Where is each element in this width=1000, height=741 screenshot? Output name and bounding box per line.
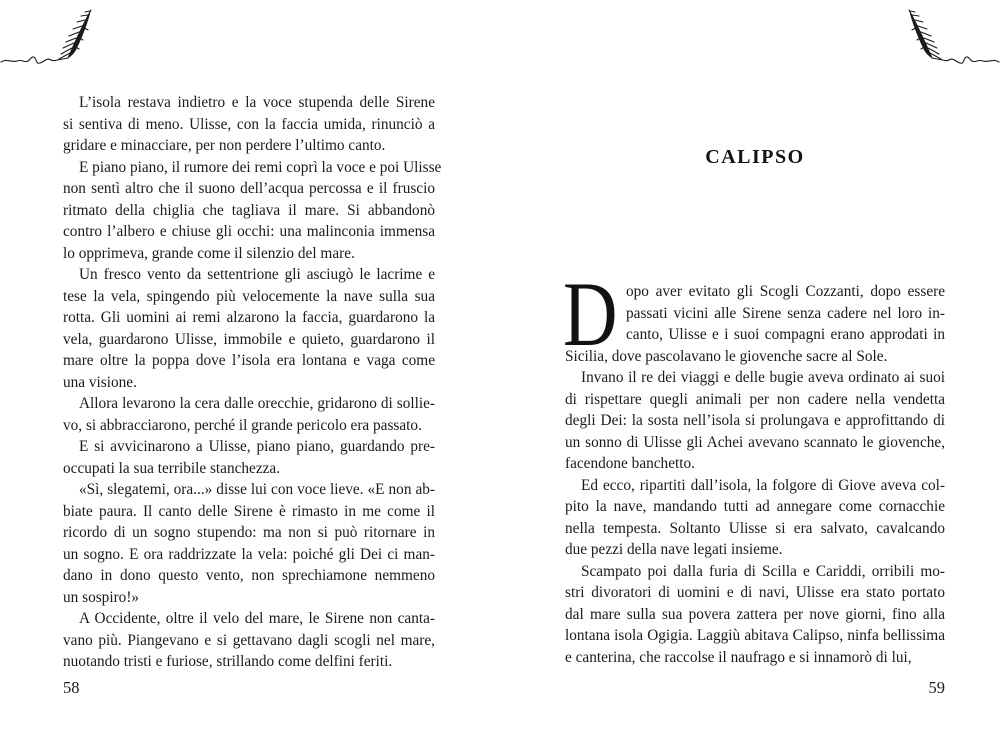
text-line: tese la vela, spingendo più velocemente la nave sulla sua — [63, 287, 435, 305]
text-line: contro l’albero e chiuse gli occhi: una malinconia immensa — [63, 223, 435, 240]
text-line: Un fresco vento da settentrione gli asciugò le lacrime e — [79, 266, 435, 283]
text-line: canto, Ulisse e i suoi compagni erano approdati in — [626, 326, 945, 343]
text-line: degli Dei: la sosta nell’isola si prolungava e approfittando di — [565, 412, 945, 429]
text-line: mare oltre la poppa dove l’isola era lontana e vaga come — [63, 352, 435, 369]
left-page-text — [63, 92, 442, 673]
paragraph — [63, 92, 435, 157]
paragraph — [565, 475, 945, 561]
text-line: ricordo di un sogno stupendo: ma non si può ritornare in — [63, 524, 435, 541]
text-line: ritmato della chiglia che tagliava il mare. Si abbandonò — [63, 201, 435, 219]
text-line: «Sì, slegatemi, ora...» disse lui con voce lieve. «E non ab- — [79, 481, 435, 498]
text-line: una visione. — [63, 373, 137, 391]
text-line: facendone banchetto. — [565, 455, 695, 472]
text-line: Sicilia, dove pascolavano le giovenche sacre al Sole. — [565, 347, 888, 365]
chapter-title: CALIPSO — [705, 146, 805, 168]
left-page-number: 58 — [63, 678, 80, 697]
paragraph — [63, 608, 435, 673]
text-line: occupati la sua terribile stanchezza. — [63, 459, 281, 477]
text-line: lo opprimeva, grande come il silenzio del mare. — [63, 244, 355, 262]
text-line: pito la nave, mandando tutti ad annegare come cornacchie — [565, 498, 945, 515]
paragraph — [63, 436, 435, 479]
text-line: vano più. Piangevano e si gettavano dagli scogli nel mare, — [63, 631, 435, 649]
text-line: Scampato poi dalla furia di Scilla e Cariddi, orribili mo- — [581, 562, 945, 580]
text-line: un sogno. E ora raddrizzate la vela: poiché gli Dei ci man- — [63, 545, 435, 563]
paragraph — [63, 264, 435, 393]
text-line: Allora levarono la cera dalle orecchie, gridarono di sollie- — [79, 395, 435, 412]
text-line: A Occidente, oltre il velo del mare, le Sirene non canta- — [79, 610, 435, 627]
paragraph — [63, 393, 435, 436]
text-line: E piano piano, il rumore dei remi coprì la voce e poi Ulisse — [79, 158, 442, 176]
text-line: due pezzi della nave legati insieme. — [565, 541, 783, 558]
text-line: biate paura. Il canto delle Sirene è rimasto in me come il — [63, 502, 435, 520]
text-line: dano in dono questo vento, non sprechiamone nemmeno — [63, 567, 435, 584]
text-line: nella tempesta. Soltanto Ulisse si era salvato, cavalcando — [565, 519, 945, 537]
text-line: di rispettare quegli animali per non cadere nella vendetta — [565, 390, 945, 408]
text-line: rotta. Gli uomini ai remi alzarono la faccia, guardarono la — [63, 309, 435, 326]
paragraph — [565, 367, 945, 475]
text-line: passati vicini alle Sirene senza cadere nel loro in- — [626, 304, 945, 322]
quill-feather-icon — [0, 4, 110, 70]
text-line: gridare e minacciare, per non perdere l’ultimo canto. — [63, 137, 386, 154]
text-line: Invano il re dei viaggi e delle bugie aveva ordinato ai suoi — [581, 369, 945, 386]
text-line: dal mare sulla sua povera zattera per nove giorni, fino alla — [565, 605, 945, 623]
right-page — [565, 0, 945, 741]
text-line: un sospiro!» — [63, 588, 140, 606]
paragraph — [63, 157, 442, 265]
text-line: E si avvicinarono a Ulisse, piano piano, guardando pre- — [79, 438, 435, 455]
text-line: un sonno di Ulisse gli Achei avevano scannato le giovenche, — [565, 433, 945, 451]
paragraph — [565, 561, 945, 669]
text-line: nuotando tristi e furiose, strillando come delfini feriti. — [63, 653, 393, 670]
text-line: lontana isola Ogigia. Laggiù abitava Calipso, ninfa bellissima — [565, 627, 945, 644]
right-page-number: 59 — [928, 678, 945, 697]
text-line: vo, si abbracciarono, perché il grande pericolo era passato. — [63, 416, 422, 434]
drop-cap: D — [563, 263, 618, 365]
right-page-text — [563, 263, 945, 668]
text-line: si sentiva di meno. Ulisse, con la faccia umida, rinunciò a — [63, 115, 435, 133]
text-line: stri divoratori di uomini e di navi, Ulisse era stato portato — [565, 584, 945, 601]
text-line: opo aver evitato gli Scogli Cozzanti, dopo essere — [626, 283, 945, 300]
text-line: vela, guardarono Ulisse, immobile e quieto, guardarono il — [63, 330, 435, 348]
text-line: Ed ecco, ripartiti dall’isola, la folgore di Giove aveva col- — [581, 476, 945, 494]
paragraph — [63, 479, 435, 608]
text-line: L’isola restava indietro e la voce stupenda delle Sirene — [79, 94, 435, 111]
text-line: non sentì altro che il suono dell’acqua percossa e il fruscio — [63, 180, 435, 197]
paragraph — [563, 263, 945, 367]
text-line: e canterina, che raccolse il naufrago e si innamorò di lui, — [565, 648, 912, 666]
